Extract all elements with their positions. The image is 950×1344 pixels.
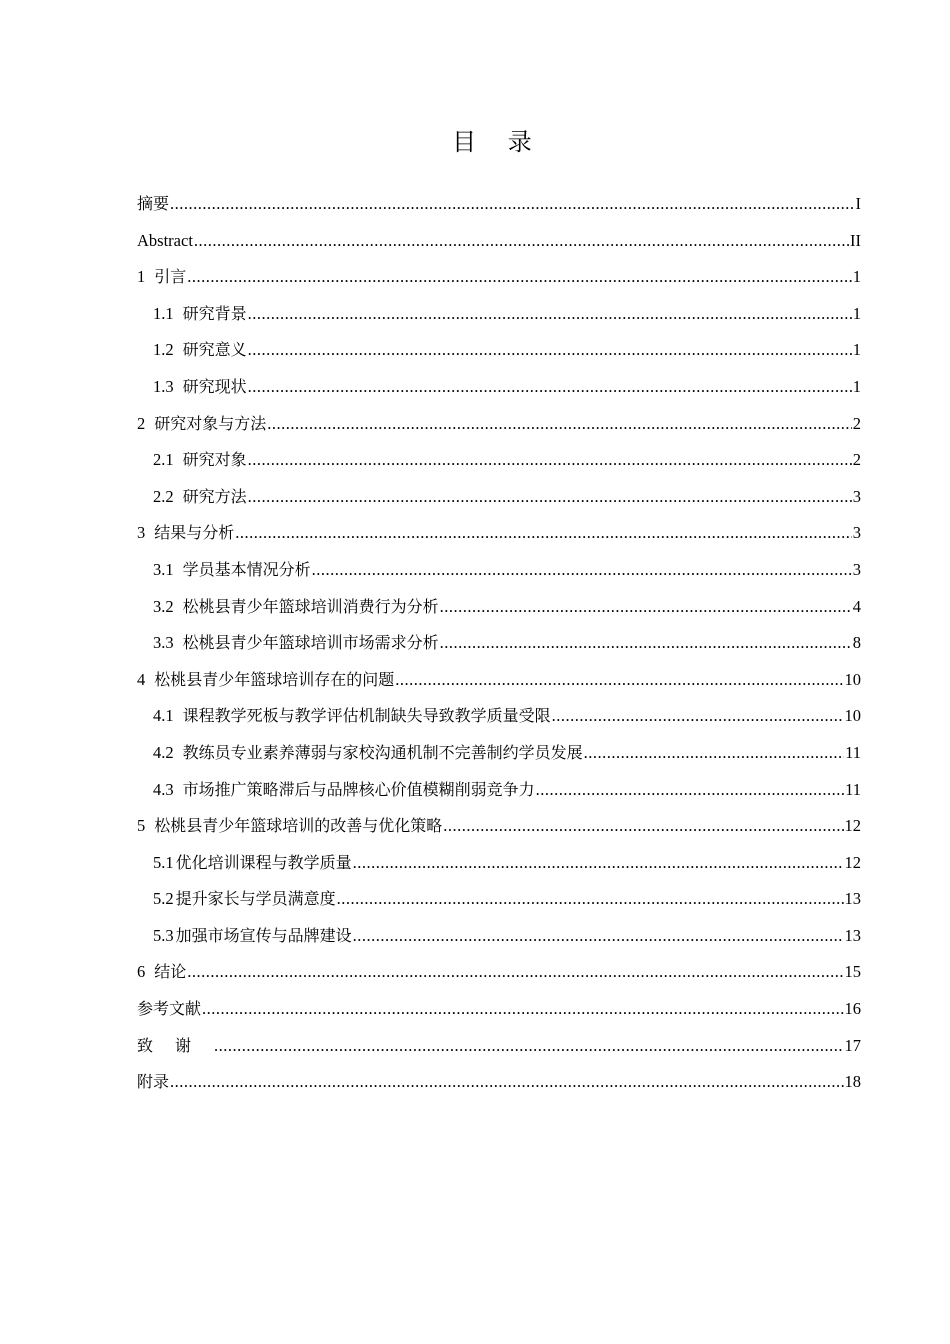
toc-entry-page-number: 12: [844, 816, 861, 836]
toc-entry-page-number: 1: [852, 267, 861, 287]
toc-entry-number: 4.2: [153, 742, 174, 762]
toc-dot-leader: [214, 1028, 843, 1065]
toc-entry-label: 摘要: [137, 194, 170, 213]
toc-entry-page-number: I: [855, 194, 861, 213]
toc-entry-page-number: 3: [852, 486, 861, 506]
toc-entry-page-number: 10: [844, 706, 861, 726]
toc-entry-label: 松桃县青少年篮球培训市场需求分析: [182, 633, 439, 653]
toc-entry[interactable]: [137, 259, 861, 296]
toc-entry-page-number: 18: [844, 1072, 861, 1092]
toc-entry-label: 松桃县青少年篮球培训的改善与优化策略: [154, 816, 443, 836]
toc-entry-page-number: 13: [844, 925, 861, 945]
toc-entry-page-number: 16: [844, 999, 861, 1019]
toc-dot-leader: [248, 369, 852, 406]
toc-entry-label: 加强市场宣传与品牌建设: [175, 925, 352, 945]
toc-dot-leader: [248, 479, 852, 516]
toc-entry-page-number: 8: [852, 633, 861, 653]
toc-dot-leader: [353, 845, 844, 882]
toc-entry[interactable]: [137, 698, 861, 735]
toc-dot-leader: [395, 662, 843, 699]
toc-dot-leader: [170, 186, 854, 223]
toc-dot-leader: [440, 589, 852, 626]
toc-entry-page-number: 3: [852, 523, 861, 543]
toc-entry[interactable]: [137, 515, 861, 552]
toc-entry-page-number: 2: [852, 450, 861, 470]
toc-entry-label: 研究意义: [182, 340, 247, 360]
toc-entry-number: 3.1: [153, 559, 174, 579]
toc-entry-number: 5.3: [153, 925, 174, 945]
toc-dot-leader: [248, 332, 852, 369]
toc-entry[interactable]: [137, 1028, 861, 1065]
toc-entry-number: 2.1: [153, 450, 174, 470]
toc-entry-number: 3.3: [153, 633, 174, 653]
toc-entry[interactable]: [137, 296, 861, 333]
toc-entry-label: 松桃县青少年篮球培训存在的问题: [154, 669, 395, 689]
toc-entry-label: 研究对象: [182, 450, 247, 470]
toc-entry[interactable]: [137, 1064, 861, 1101]
toc-dot-leader: [440, 625, 852, 662]
toc-entry-number: 5.1: [153, 852, 174, 872]
toc-entry-number: 1.1: [153, 303, 174, 323]
toc-dot-leader: [187, 954, 843, 991]
toc-entry-page-number: 13: [844, 889, 861, 909]
toc-entry[interactable]: [137, 808, 861, 845]
toc-entry-page-number: 10: [844, 669, 861, 689]
toc-entry-number: 4.3: [153, 779, 174, 799]
toc-entry-label: 致谢: [137, 1035, 214, 1055]
toc-entry-label: 教练员专业素养薄弱与家校沟通机制不完善制约学员发展: [182, 742, 583, 762]
toc-entry[interactable]: [137, 881, 861, 918]
toc-dot-leader: [337, 881, 844, 918]
toc-entry[interactable]: [137, 442, 861, 479]
toc-entry-page-number: 2: [852, 413, 861, 433]
toc-dot-leader: [267, 406, 851, 443]
toc-entry-number: 3: [137, 523, 146, 543]
toc-entry-number: 2.2: [153, 486, 174, 506]
toc-entry-label: 参考文献: [137, 999, 202, 1019]
toc-dot-leader: [170, 1064, 843, 1101]
toc-entry-page-number: 1: [852, 340, 861, 360]
toc-dot-leader: [536, 772, 844, 809]
toc-dot-leader: [443, 808, 843, 845]
toc-entry-page-number: 4: [852, 596, 861, 616]
toc-entry[interactable]: [137, 332, 861, 369]
toc-entry-label: 松桃县青少年篮球培训消费行为分析: [182, 596, 439, 616]
toc-entry[interactable]: [137, 589, 861, 626]
toc-dot-leader: [312, 552, 852, 589]
toc-entry-label: 学员基本情况分析: [182, 559, 311, 579]
toc-entry-label: 优化培训课程与教学质量: [175, 852, 352, 872]
toc-entry-page-number: 17: [844, 1035, 861, 1055]
toc-entry-page-number: II: [850, 230, 861, 250]
toc-dot-leader: [353, 918, 844, 955]
toc-entry-number: 1: [137, 267, 146, 287]
toc-dot-leader: [187, 259, 851, 296]
toc-entry[interactable]: [137, 479, 861, 516]
toc-entry-page-number: 3: [852, 559, 861, 579]
toc-entry-label: 研究背景: [182, 303, 247, 323]
toc-entry-label: 结论: [154, 962, 187, 982]
toc-entry-page-number: 11: [845, 742, 861, 762]
toc-entry-number: 5.2: [153, 889, 174, 909]
toc-entry[interactable]: [137, 772, 861, 809]
toc-entry[interactable]: [137, 625, 861, 662]
toc-entry-label: Abstract: [137, 230, 193, 250]
toc-entry-page-number: 11: [845, 779, 861, 799]
toc-entry[interactable]: [137, 552, 861, 589]
toc-entry-label: 研究方法: [182, 486, 247, 506]
toc-entry[interactable]: [137, 223, 861, 260]
toc-entry-label: 提升家长与学员满意度: [175, 889, 336, 909]
toc-dot-leader: [235, 515, 851, 552]
toc-entry-page-number: 1: [852, 303, 861, 323]
toc-dot-leader: [194, 223, 849, 260]
toc-entry-number: 3.2: [153, 596, 174, 616]
toc-dot-leader: [248, 442, 852, 479]
toc-entry-number: 5: [137, 816, 146, 836]
toc-entry-label: 研究现状: [182, 376, 247, 396]
toc-entry[interactable]: [137, 954, 861, 991]
toc-title: 目 录: [452, 128, 544, 156]
toc-entry-label: 市场推广策略滞后与品牌核心价值模糊削弱竞争力: [182, 779, 535, 799]
toc-entry[interactable]: [137, 369, 861, 406]
toc-dot-leader: [248, 296, 852, 333]
toc-entry-page-number: 1: [852, 376, 861, 396]
toc-entry[interactable]: [137, 735, 861, 772]
toc-entry[interactable]: [137, 991, 861, 1028]
toc-dot-leader: [552, 698, 844, 735]
toc-entry-page-number: 12: [844, 852, 861, 872]
toc-dot-leader: [584, 735, 844, 772]
toc-entry-label: 研究对象与方法: [154, 413, 267, 433]
toc-entry[interactable]: [137, 918, 861, 955]
toc-entry[interactable]: [137, 662, 861, 699]
toc-entry-number: 2: [137, 413, 146, 433]
toc-entry-label: 附录: [137, 1072, 170, 1092]
toc-entry-label: 课程教学死板与教学评估机制缺失导致教学质量受限: [182, 706, 551, 726]
toc-entry[interactable]: [137, 406, 861, 443]
toc-entry-number: 6: [137, 962, 146, 982]
toc-entry-label: 结果与分析: [154, 523, 235, 543]
toc-entry-number: 4.1: [153, 706, 174, 726]
toc-entry-number: 1.2: [153, 340, 174, 360]
toc-entry[interactable]: [137, 845, 861, 882]
toc-entry[interactable]: [137, 186, 861, 223]
toc-list: [137, 186, 861, 1101]
toc-dot-leader: [202, 991, 843, 1028]
toc-entry-number: 1.3: [153, 376, 174, 396]
toc-entry-page-number: 15: [844, 962, 861, 982]
toc-entry-number: 4: [137, 669, 146, 689]
toc-entry-label: 引言: [154, 267, 187, 287]
